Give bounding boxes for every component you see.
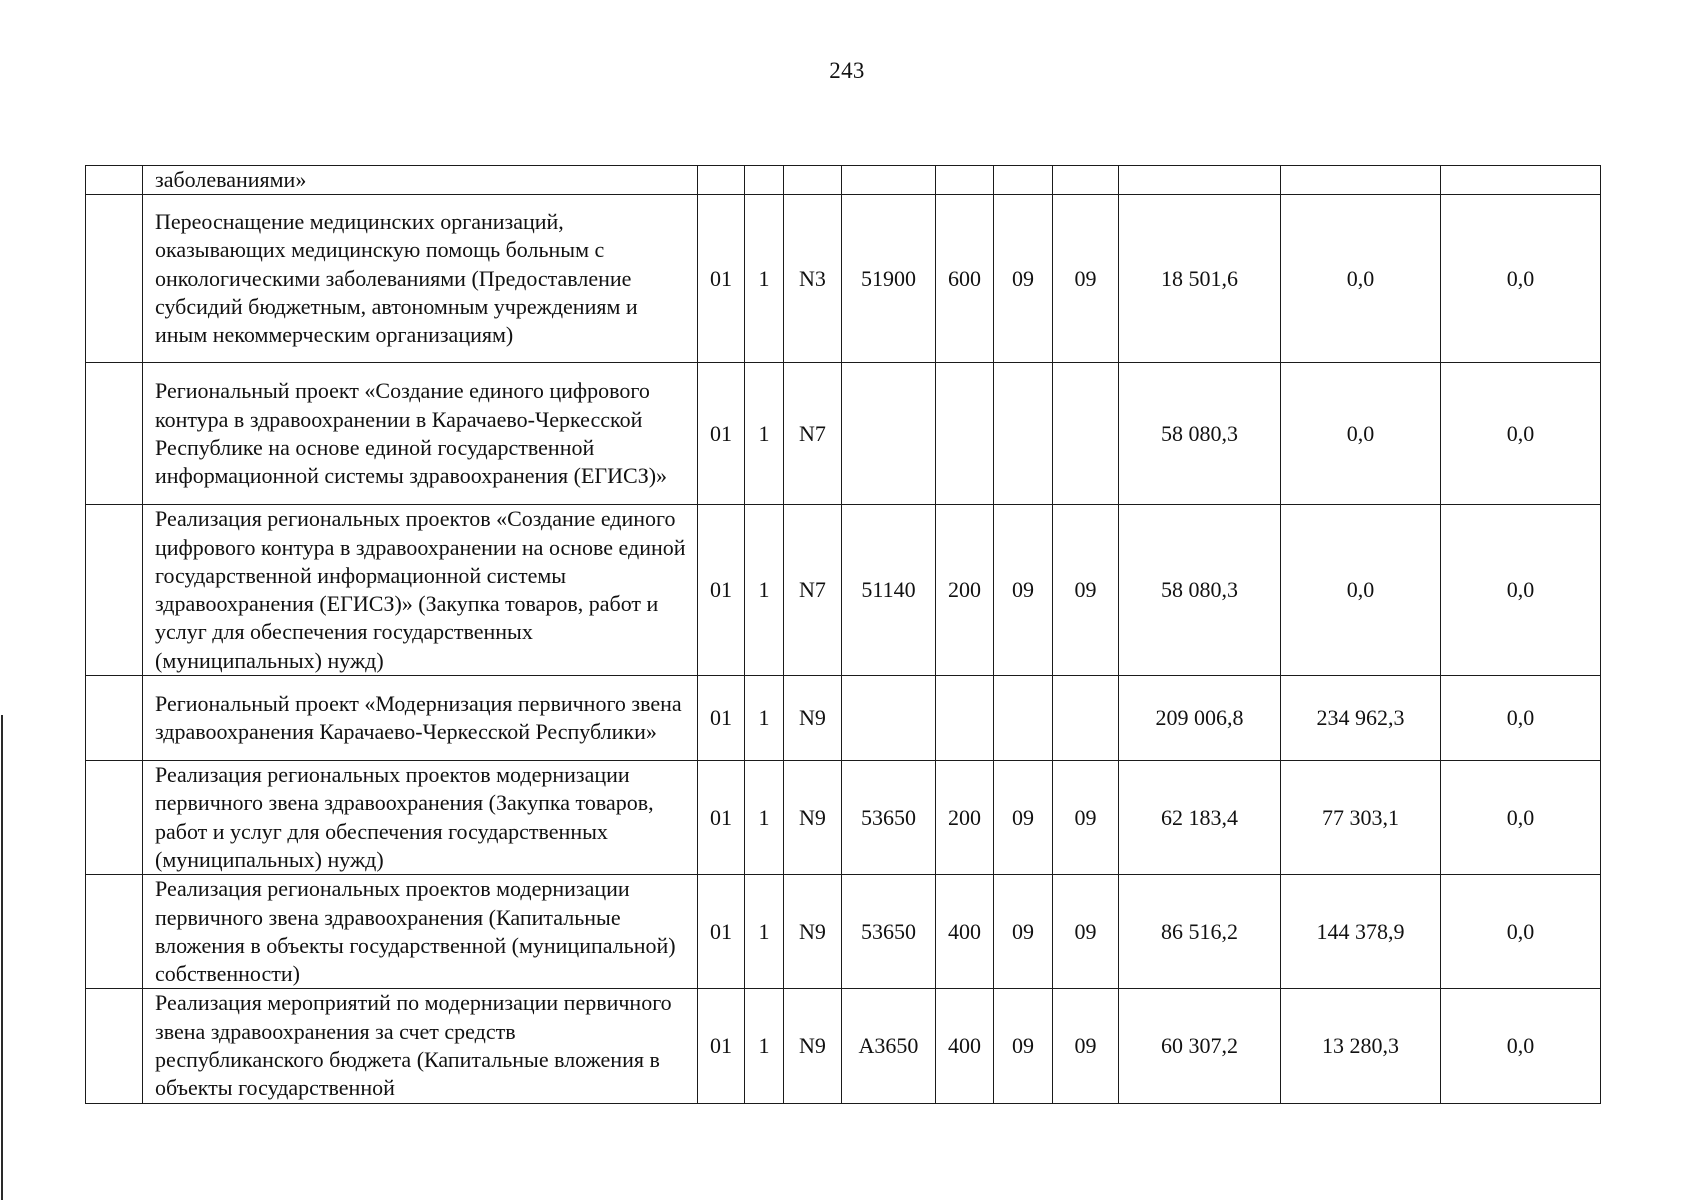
project-code: N7 bbox=[784, 505, 842, 676]
direction-code bbox=[842, 676, 936, 761]
expense-type-code bbox=[936, 676, 994, 761]
gp-code: 01 bbox=[698, 676, 745, 761]
row-name: Реализация региональных проектов модернизации первичного звена здравоохранения (Закупка товаров, работ и услуг для обеспечения государственных (муниципальных) нужд) bbox=[143, 761, 698, 875]
project-code: N9 bbox=[784, 989, 842, 1103]
project-code: N9 bbox=[784, 875, 842, 989]
amount-year-2: 0,0 bbox=[1281, 505, 1441, 676]
row-number-cell bbox=[86, 875, 143, 989]
section-code: 09 bbox=[994, 505, 1053, 676]
expense-type-code bbox=[936, 363, 994, 505]
direction-code bbox=[842, 363, 936, 505]
amount-year-3: 0,0 bbox=[1441, 875, 1601, 989]
row-number-cell bbox=[86, 166, 143, 195]
table-row bbox=[86, 676, 1601, 761]
expense-type-code: 400 bbox=[936, 989, 994, 1103]
row-number-cell bbox=[86, 505, 143, 676]
direction-code bbox=[842, 166, 936, 195]
amount-year-3: 0,0 bbox=[1441, 363, 1601, 505]
subprogram-code: 1 bbox=[745, 989, 784, 1103]
row-name: Реализация региональных проектов «Создание единого цифрового контура в здравоохранении на основе единой государственной информационной системы здравоохранения (ЕГИСЗ)» (Закупка товаров, работ и услуг для обеспечения государственных (муниципальных) нужд) bbox=[143, 505, 698, 676]
table-row bbox=[86, 363, 1601, 505]
amount-year-2: 0,0 bbox=[1281, 195, 1441, 363]
subprogram-code bbox=[745, 166, 784, 195]
amount-year-1: 58 080,3 bbox=[1119, 363, 1281, 505]
section-code bbox=[994, 676, 1053, 761]
project-code: N7 bbox=[784, 363, 842, 505]
amount-year-3: 0,0 bbox=[1441, 676, 1601, 761]
subsection-code: 09 bbox=[1053, 505, 1119, 676]
direction-code: 51140 bbox=[842, 505, 936, 676]
amount-year-1: 60 307,2 bbox=[1119, 989, 1281, 1103]
row-name: Реализация мероприятий по модернизации первичного звена здравоохранения за счет средств республиканского бюджета (Капитальные вложения в объекты государственной bbox=[143, 989, 698, 1103]
project-code: N3 bbox=[784, 195, 842, 363]
page-number: 243 bbox=[829, 58, 865, 83]
section-code: 09 bbox=[994, 875, 1053, 989]
amount-year-2 bbox=[1281, 166, 1441, 195]
project-code: N9 bbox=[784, 761, 842, 875]
row-name: Переоснащение медицинских организаций, оказывающих медицинскую помощь больным с онкологическими заболеваниями (Предоставление субсидий бюджетным, автономным учреждениям и иным некоммерческим организациям) bbox=[143, 195, 698, 363]
gp-code: 01 bbox=[698, 363, 745, 505]
subsection-code bbox=[1053, 676, 1119, 761]
direction-code: 51900 bbox=[842, 195, 936, 363]
amount-year-3 bbox=[1441, 166, 1601, 195]
subprogram-code: 1 bbox=[745, 195, 784, 363]
subprogram-code: 1 bbox=[745, 875, 784, 989]
section-code: 09 bbox=[994, 989, 1053, 1103]
subprogram-code: 1 bbox=[745, 676, 784, 761]
gp-code: 01 bbox=[698, 989, 745, 1103]
direction-code: А3650 bbox=[842, 989, 936, 1103]
table-row bbox=[86, 875, 1601, 989]
row-name: Реализация региональных проектов модернизации первичного звена здравоохранения (Капитальные вложения в объекты государственной (муниципальной) собственности) bbox=[143, 875, 698, 989]
row-number-cell bbox=[86, 676, 143, 761]
subprogram-code: 1 bbox=[745, 761, 784, 875]
subsection-code bbox=[1053, 166, 1119, 195]
subprogram-code: 1 bbox=[745, 363, 784, 505]
project-code bbox=[784, 166, 842, 195]
amount-year-3: 0,0 bbox=[1441, 195, 1601, 363]
subprogram-code: 1 bbox=[745, 505, 784, 676]
section-code: 09 bbox=[994, 195, 1053, 363]
expense-type-code: 200 bbox=[936, 505, 994, 676]
subsection-code bbox=[1053, 363, 1119, 505]
amount-year-1 bbox=[1119, 166, 1281, 195]
gp-code: 01 bbox=[698, 505, 745, 676]
subsection-code: 09 bbox=[1053, 761, 1119, 875]
table-row bbox=[86, 166, 1601, 195]
expense-type-code: 200 bbox=[936, 761, 994, 875]
subsection-code: 09 bbox=[1053, 875, 1119, 989]
scan-edge-line bbox=[1, 715, 3, 1200]
section-code bbox=[994, 166, 1053, 195]
amount-year-2: 144 378,9 bbox=[1281, 875, 1441, 989]
budget-table bbox=[85, 165, 1601, 1104]
amount-year-1: 209 006,8 bbox=[1119, 676, 1281, 761]
row-number-cell bbox=[86, 195, 143, 363]
subsection-code: 09 bbox=[1053, 989, 1119, 1103]
subsection-code: 09 bbox=[1053, 195, 1119, 363]
section-code: 09 bbox=[994, 761, 1053, 875]
expense-type-code bbox=[936, 166, 994, 195]
amount-year-3: 0,0 bbox=[1441, 761, 1601, 875]
gp-code: 01 bbox=[698, 195, 745, 363]
table-row bbox=[86, 195, 1601, 363]
row-number-cell bbox=[86, 989, 143, 1103]
amount-year-3: 0,0 bbox=[1441, 505, 1601, 676]
gp-code: 01 bbox=[698, 875, 745, 989]
amount-year-1: 62 183,4 bbox=[1119, 761, 1281, 875]
amount-year-1: 86 516,2 bbox=[1119, 875, 1281, 989]
gp-code: 01 bbox=[698, 761, 745, 875]
table-row bbox=[86, 505, 1601, 676]
row-name: Региональный проект «Модернизация первичного звена здравоохранения Карачаево-Черкесской Республики» bbox=[143, 676, 698, 761]
direction-code: 53650 bbox=[842, 875, 936, 989]
row-name: заболеваниями» bbox=[143, 166, 698, 195]
row-number-cell bbox=[86, 363, 143, 505]
amount-year-1: 18 501,6 bbox=[1119, 195, 1281, 363]
expense-type-code: 600 bbox=[936, 195, 994, 363]
project-code: N9 bbox=[784, 676, 842, 761]
amount-year-2: 13 280,3 bbox=[1281, 989, 1441, 1103]
amount-year-2: 77 303,1 bbox=[1281, 761, 1441, 875]
row-number-cell bbox=[86, 761, 143, 875]
amount-year-3: 0,0 bbox=[1441, 989, 1601, 1103]
table-row bbox=[86, 989, 1601, 1103]
amount-year-1: 58 080,3 bbox=[1119, 505, 1281, 676]
direction-code: 53650 bbox=[842, 761, 936, 875]
gp-code bbox=[698, 166, 745, 195]
amount-year-2: 0,0 bbox=[1281, 363, 1441, 505]
expense-type-code: 400 bbox=[936, 875, 994, 989]
amount-year-2: 234 962,3 bbox=[1281, 676, 1441, 761]
section-code bbox=[994, 363, 1053, 505]
row-name: Региональный проект «Создание единого цифрового контура в здравоохранении в Карачаево-Черкесской Республике на основе единой государственной информационной системы здравоохранения (ЕГИСЗ)» bbox=[143, 363, 698, 505]
table-row bbox=[86, 761, 1601, 875]
